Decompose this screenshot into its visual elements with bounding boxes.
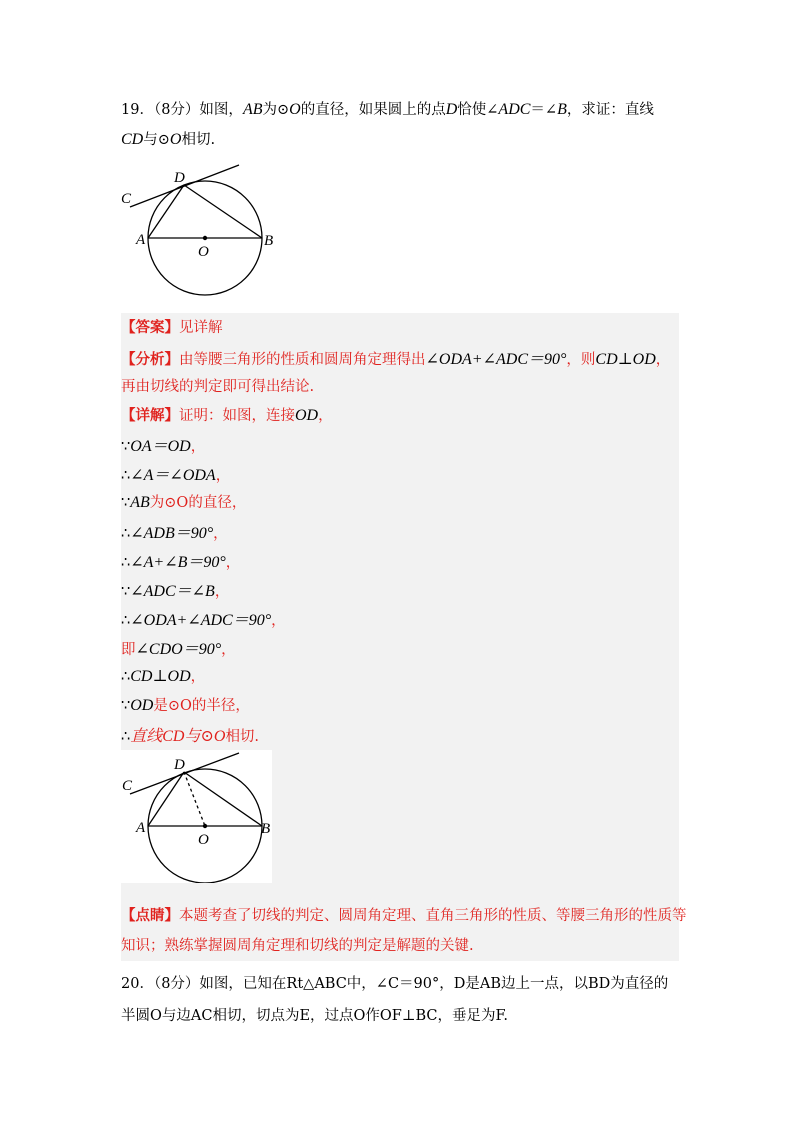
q19-text: 的直径，如果圆上的点 xyxy=(300,102,446,118)
answer-section xyxy=(121,313,687,961)
analysis-line-1 xyxy=(121,346,670,369)
chord-db xyxy=(184,185,262,238)
analysis-line-2: 再由切线的判定即可得出结论. xyxy=(121,379,315,395)
q19-text: 与⊙ xyxy=(143,132,170,148)
figure-2-panel xyxy=(121,750,272,883)
proof-step: ∴CD⊥OD， xyxy=(121,668,206,685)
q19-text: 恰使∠ xyxy=(457,102,499,118)
q19-math: CD xyxy=(121,131,144,148)
analysis-math: ∠ODA+∠ADC＝90° xyxy=(425,351,567,368)
q19-math: ADC xyxy=(498,101,531,118)
label-a: A xyxy=(136,820,146,836)
proof-step: ∴∠A+∠B＝90°， xyxy=(121,554,241,571)
q19-text: 为⊙ xyxy=(262,102,290,118)
proof-step: ∵AB为⊙O的直径， xyxy=(121,494,247,511)
analysis-tag: 【分析】 xyxy=(121,351,179,368)
proof-step: ∴直线CD与⊙O相切. xyxy=(121,728,260,745)
circle-tangent-figure xyxy=(118,160,278,300)
circle-tangent-figure-2 xyxy=(121,750,272,883)
comment-text: 本题考查了切线的判定、圆周角定理、直角三角形的性质、等腰三角形的性质等 xyxy=(179,908,687,924)
label-o: O xyxy=(198,244,209,260)
q19-math: D xyxy=(445,101,458,118)
analysis-text: 由等腰三角形的性质和圆周角定理得出 xyxy=(179,352,426,368)
q19-math: B xyxy=(557,101,567,118)
q19-math: O xyxy=(289,101,301,118)
proof-step: ∴∠A＝∠ODA， xyxy=(121,467,231,484)
label-b: B xyxy=(264,233,274,249)
label-o: O xyxy=(198,832,209,848)
question-20-line-1: 20．（8分）如图，已知在Rt△ABC中，∠C＝90°，D是AB边上一点，以BD为直径的 xyxy=(121,976,669,992)
comment-line-2: 知识；熟练掌握圆周角定理和切线的判定是解题的关键. xyxy=(121,938,474,954)
proof-step: 即∠CDO＝90°， xyxy=(121,641,236,658)
detail-text: ， xyxy=(318,408,333,424)
label-b: B xyxy=(261,821,271,837)
detail-math: OD xyxy=(295,407,319,424)
label-c: C xyxy=(121,191,132,207)
answer-line xyxy=(121,316,223,337)
detail-tag: 【详解】 xyxy=(121,407,179,424)
question-20 xyxy=(121,968,681,1032)
label-d: D xyxy=(174,757,185,773)
answer-tag: 【答案】 xyxy=(121,319,179,336)
analysis-math: CD⊥OD xyxy=(595,351,656,368)
comment-tag: 【点睛】 xyxy=(121,907,179,924)
question-19 xyxy=(121,95,681,155)
q19-math: O xyxy=(169,131,182,148)
question-19-line-2 xyxy=(121,125,681,155)
label-d: D xyxy=(174,170,185,186)
detail-text: 证明：如图，连接 xyxy=(179,408,295,424)
proof-step: ∵OD是⊙O的半径， xyxy=(121,697,250,714)
q19-text: ，求证：直线 xyxy=(566,102,654,118)
dashed-radius-od xyxy=(184,772,205,826)
answer-text: 见详解 xyxy=(179,320,223,336)
proof-step: ∵OA＝OD， xyxy=(121,438,206,455)
proof-step: ∴∠ODA+∠ADC＝90°， xyxy=(121,612,286,629)
proof-step: ∴∠ADB＝90°， xyxy=(121,525,228,542)
q19-math: AB xyxy=(242,101,263,118)
analysis-text: ，则 xyxy=(566,352,596,368)
label-c: C xyxy=(122,778,133,794)
center-point xyxy=(203,236,207,240)
analysis-text: ， xyxy=(655,352,671,368)
proof-step: ∵∠ADC＝∠B， xyxy=(121,583,230,600)
q19-text: ＝∠ xyxy=(530,102,558,118)
comment-line-1 xyxy=(121,904,687,925)
q19-text: 相切. xyxy=(181,132,216,148)
detail-heading xyxy=(121,404,333,425)
q19-text: 19．（8分）如图， xyxy=(121,102,243,118)
question-19-line-1 xyxy=(121,95,681,125)
label-a: A xyxy=(136,232,146,248)
question-20-line-2: 半圆O与边AC相切，切点为E，过点O作OF⊥BC，垂足为F. xyxy=(121,1008,508,1024)
